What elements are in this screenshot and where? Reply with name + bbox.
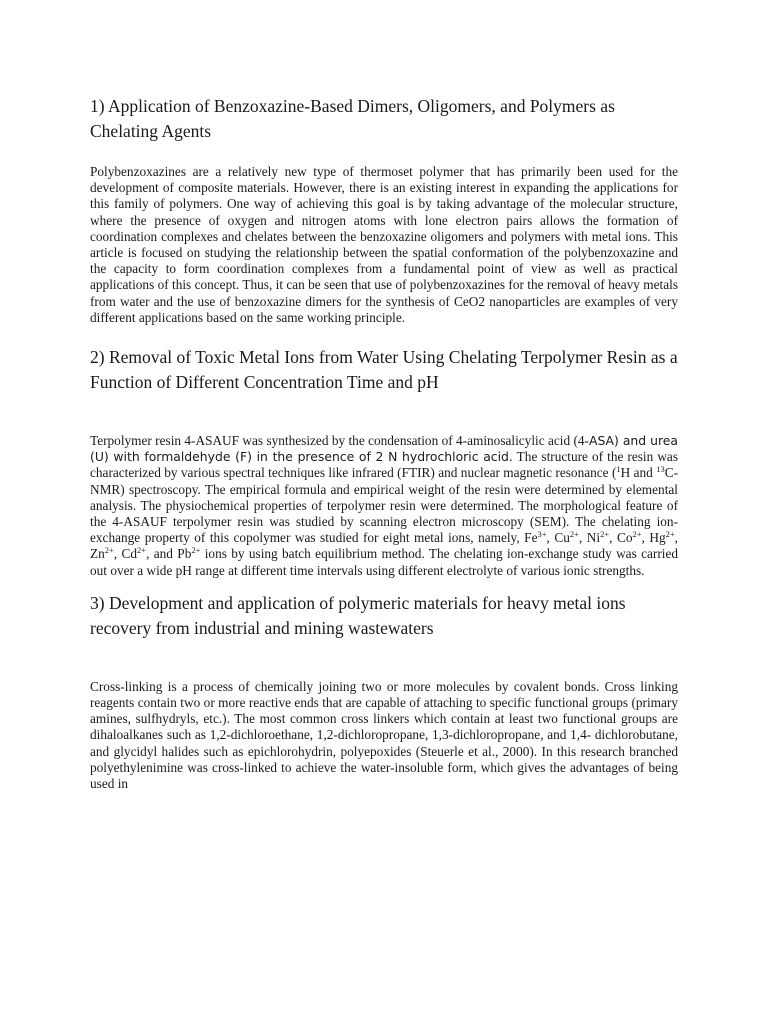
ion-symbol: Co xyxy=(616,530,633,546)
ion-symbol: Hg xyxy=(649,530,666,546)
section-2-text-1: Terpolymer resin 4-ASAUF was synthesized by the condensation of 4-aminosalicylic acid (4- xyxy=(90,433,589,449)
section-2-text-6: ions by using batch equilibrium method. The chelating ion-exchange study was carried out over a wide pH range at different time intervals using different electrolyte of various ionic strengths. xyxy=(90,546,679,578)
ion-separator: , xyxy=(113,546,122,562)
ion-separator: , xyxy=(609,530,617,546)
ion-symbol: Zn xyxy=(90,546,105,562)
ion-symbol: Ni xyxy=(586,530,601,546)
section-2-text-5: C-NMR) spectroscopy. The empirical formula and empirical weight of the resin were determined by elemental analysis. The physiochemical properties of terpolymer resin were determined. The morphological feature of the 4-ASAUF terpolymer resin was studied by scanning electron microscopy (SEM). The chelating ion-exchange property of this copolymer was studied for eight metal ions, namely, xyxy=(90,465,678,546)
section-2-text-2: ASA) and urea (U) with formaldehyde (F) in the presence of 2 N hydrochloric acid. xyxy=(90,433,678,465)
ion-separator: , xyxy=(578,530,587,546)
ion-charge: 2+ xyxy=(137,545,147,556)
ion-separator: , xyxy=(546,530,555,546)
section-3-heading: 3) Development and application of polymeric materials for heavy metal ions recovery from industrial and mining wastewaters xyxy=(90,592,626,638)
section-2-text-4: H and xyxy=(620,465,657,481)
ion-charge: 2+ xyxy=(632,529,642,540)
ion-symbol: Pb xyxy=(177,546,192,562)
ion-charge: 2+ xyxy=(569,529,579,540)
section-1-heading: 1) Application of Benzoxazine-Based Dimers, Oligomers, and Polymers as Chelating Agents xyxy=(90,96,615,141)
ion-symbol: Cu xyxy=(554,530,570,546)
superscript-13: 13 xyxy=(656,464,665,475)
ion-separator: , xyxy=(674,530,678,546)
ion-separator: , xyxy=(641,530,650,546)
ion-symbol: Cd xyxy=(121,546,138,562)
ion-separator: , and xyxy=(146,546,178,562)
ion-charge: 2+ xyxy=(104,545,114,556)
ion-charge: 2+ xyxy=(600,529,610,540)
section-1-body: Polybenzoxazines are a relatively new type of thermoset polymer that has primarily been used for the development of composite materials. However, there is an existing interest in expanding the applications for this family of polymers. One way of achieving this goal is by taking advantage of the molecular structure, where the presence of oxygen and nitrogen atoms with lone electron pairs allows the formation of coordination complexes and chelates between the benzoxazine oligomers and polymers with metal ions. This article is focused on studying the relationship between the spatial conformation of the polybenzoxazine and the capacity to form coordination complexes from a fundamental point of view as well as practical applications of this concept. Thus, it can be seen that use of polybenzoxazines for the removal of heavy metals from water and the use of benzoxazine dimers for the synthesis of CeO2 nanoparticles are examples of very different applications based on the same working principle. xyxy=(90,164,678,325)
section-2-heading: 2) Removal of Toxic Metal Ions from Water Using Chelating Terpolymer Resin as a Function of Different Concentration Time and pH xyxy=(90,347,678,393)
section-3-body: Cross-linking is a process of chemically joining two or more molecules by covalent bonds. Cross linking reagents contain two or more reactive ends that are capable of attaching to specific functional groups (primary amines, sulfhydryls, etc.). The most common cross linkers which contain at least two functional groups are dihaloalkanes such as 1,2-dichloroethane, 1,2-dichloropropane, 1,3-dichloropropane, and 1,4- dichlorobutane, and glycidyl halides such as epichlorohydrin, polyepoxides (Steuerle et al., 2000). In this research branched polyethylenimine was cross-linked to achieve the water-insoluble form, which gives the advantages of being used in xyxy=(90,678,678,792)
ion-charge: 2+ xyxy=(665,529,675,540)
ion-charge: 3+ xyxy=(537,529,547,540)
section-2-text-3: The structure of the resin was characterized by various spectral techniques like infrared (FTIR) and nuclear magnetic resonance ( xyxy=(90,449,679,481)
ion-charge: 2+ xyxy=(191,545,201,556)
ion-symbol: Fe xyxy=(524,530,538,546)
document-page xyxy=(90,94,678,792)
superscript-1: 1 xyxy=(616,464,621,475)
section-2-body xyxy=(90,433,678,579)
